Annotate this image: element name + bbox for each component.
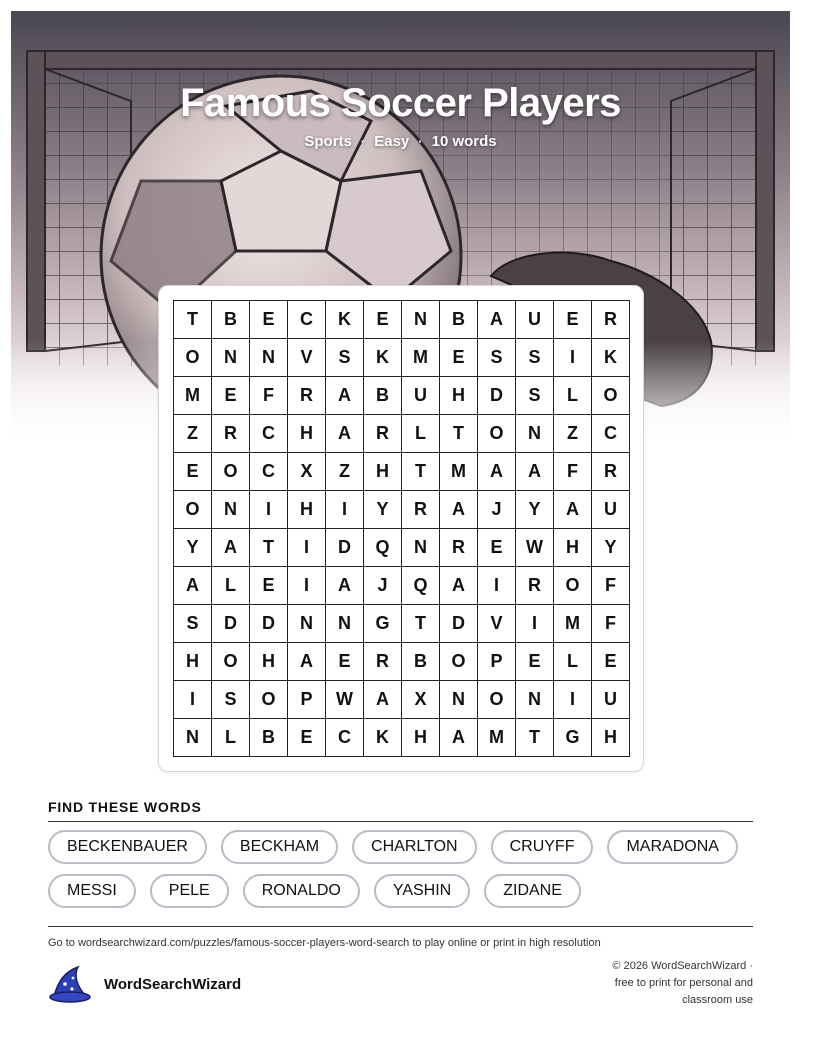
word-chip: YASHIN [374, 874, 470, 908]
grid-cell[interactable]: U [402, 377, 440, 415]
grid-cell[interactable]: I [326, 491, 364, 529]
grid-cell[interactable]: I [250, 491, 288, 529]
grid-cell[interactable]: E [440, 339, 478, 377]
grid-cell[interactable]: E [250, 301, 288, 339]
grid-cell[interactable]: N [516, 415, 554, 453]
grid-cell[interactable]: S [174, 605, 212, 643]
meta-separator: · [418, 134, 423, 149]
grid-cell[interactable]: I [516, 605, 554, 643]
grid-cell[interactable]: D [440, 605, 478, 643]
grid-cell[interactable]: A [440, 719, 478, 757]
grid-cell[interactable]: V [478, 605, 516, 643]
grid-cell[interactable]: Y [592, 529, 630, 567]
grid-cell[interactable]: T [402, 605, 440, 643]
grid-cell[interactable]: E [554, 301, 592, 339]
grid-cell[interactable]: H [554, 529, 592, 567]
grid-cell[interactable]: H [364, 453, 402, 491]
grid-cell[interactable]: A [174, 567, 212, 605]
divider [48, 821, 753, 822]
grid-cell[interactable]: T [402, 453, 440, 491]
grid-cell[interactable]: L [554, 377, 592, 415]
grid-cell[interactable]: A [478, 301, 516, 339]
word-list [48, 830, 753, 908]
grid-cell[interactable]: N [402, 529, 440, 567]
grid-cell[interactable]: X [288, 453, 326, 491]
grid-cell[interactable]: O [212, 453, 250, 491]
grid-cell[interactable]: B [440, 301, 478, 339]
word-chip: ZIDANE [484, 874, 581, 908]
grid-cell[interactable]: R [592, 301, 630, 339]
grid-cell[interactable]: K [592, 339, 630, 377]
grid-cell[interactable]: A [364, 681, 402, 719]
grid-cell[interactable]: A [326, 415, 364, 453]
grid-cell[interactable]: B [212, 301, 250, 339]
grid-cell[interactable]: E [326, 643, 364, 681]
grid-cell[interactable]: L [402, 415, 440, 453]
grid-cell[interactable]: O [554, 567, 592, 605]
grid-cell[interactable]: N [212, 339, 250, 377]
grid-cell[interactable]: N [250, 339, 288, 377]
grid-cell[interactable]: J [364, 567, 402, 605]
grid-cell[interactable]: A [326, 377, 364, 415]
grid-cell[interactable]: B [250, 719, 288, 757]
grid-cell[interactable]: I [554, 681, 592, 719]
grid-cell[interactable]: E [592, 643, 630, 681]
wizard-hat-icon [48, 964, 92, 1004]
grid-cell[interactable]: N [174, 719, 212, 757]
grid-cell[interactable]: A [326, 567, 364, 605]
word-chip: BECKHAM [221, 830, 338, 864]
grid-cell[interactable]: H [592, 719, 630, 757]
word-chip: PELE [150, 874, 229, 908]
grid-cell[interactable]: K [364, 339, 402, 377]
grid-cell[interactable]: Z [326, 453, 364, 491]
grid-cell[interactable]: A [440, 567, 478, 605]
grid-cell[interactable]: W [516, 529, 554, 567]
grid-cell[interactable]: G [554, 719, 592, 757]
grid-cell[interactable]: N [516, 681, 554, 719]
grid-cell[interactable]: H [174, 643, 212, 681]
puzzle-meta [11, 133, 790, 150]
grid-cell[interactable]: R [288, 377, 326, 415]
grid-cell[interactable]: H [250, 643, 288, 681]
grid-cell[interactable]: H [288, 491, 326, 529]
play-online-note: Go to wordsearchwizard.com/puzzles/famous-soccer-players-word-search to play online or print in high resolution [48, 937, 601, 949]
word-chip: MARADONA [607, 830, 737, 864]
puzzle-category: Sports [304, 133, 352, 150]
grid-cell[interactable]: O [478, 415, 516, 453]
grid-cell[interactable]: O [592, 377, 630, 415]
grid-cell[interactable]: I [478, 567, 516, 605]
word-chip: BECKENBAUER [48, 830, 207, 864]
grid-cell[interactable]: A [288, 643, 326, 681]
grid-cell[interactable]: D [478, 377, 516, 415]
grid-cell[interactable]: D [250, 605, 288, 643]
puzzle-title: Famous Soccer Players [180, 81, 621, 125]
grid-cell[interactable]: H [402, 719, 440, 757]
grid-cell[interactable]: U [516, 301, 554, 339]
word-list-heading: FIND THESE WORDS [48, 799, 202, 815]
letter-grid[interactable] [173, 300, 630, 757]
grid-cell[interactable]: R [364, 415, 402, 453]
grid-cell[interactable]: F [592, 567, 630, 605]
grid-cell[interactable]: T [516, 719, 554, 757]
grid-cell[interactable]: S [516, 339, 554, 377]
grid-cell[interactable]: L [554, 643, 592, 681]
grid-cell[interactable]: E [174, 453, 212, 491]
grid-cell[interactable]: L [212, 719, 250, 757]
grid-cell[interactable]: F [592, 605, 630, 643]
grid-cell[interactable]: O [250, 681, 288, 719]
grid-cell[interactable]: E [516, 643, 554, 681]
grid-cell[interactable]: M [174, 377, 212, 415]
grid-cell[interactable]: A [478, 453, 516, 491]
grid-cell[interactable]: X [402, 681, 440, 719]
grid-cell[interactable]: M [440, 453, 478, 491]
grid-cell[interactable]: C [592, 415, 630, 453]
grid-cell[interactable]: U [592, 681, 630, 719]
grid-cell[interactable]: K [364, 719, 402, 757]
word-chip: CHARLTON [352, 830, 477, 864]
grid-cell[interactable]: S [212, 681, 250, 719]
grid-cell[interactable]: I [554, 339, 592, 377]
grid-cell[interactable]: P [288, 681, 326, 719]
grid-cell[interactable]: R [592, 453, 630, 491]
grid-cell[interactable]: S [326, 339, 364, 377]
grid-cell[interactable]: Q [402, 567, 440, 605]
grid-cell[interactable]: E [212, 377, 250, 415]
grid-cell[interactable]: O [174, 339, 212, 377]
puzzle-difficulty: Easy [374, 133, 410, 150]
grid-cell[interactable]: R [402, 491, 440, 529]
grid-cell[interactable]: N [326, 605, 364, 643]
grid-cell[interactable]: H [288, 415, 326, 453]
grid-cell[interactable]: E [288, 719, 326, 757]
puzzle-grid-card [158, 285, 644, 772]
grid-cell[interactable]: M [554, 605, 592, 643]
grid-cell[interactable]: A [440, 491, 478, 529]
grid-cell[interactable]: Z [174, 415, 212, 453]
grid-cell[interactable]: T [174, 301, 212, 339]
grid-cell[interactable]: Q [364, 529, 402, 567]
grid-cell[interactable]: B [402, 643, 440, 681]
grid-cell[interactable]: N [212, 491, 250, 529]
grid-cell[interactable]: I [288, 567, 326, 605]
grid-cell[interactable]: O [478, 681, 516, 719]
grid-cell[interactable]: J [478, 491, 516, 529]
grid-cell[interactable]: P [478, 643, 516, 681]
grid-cell[interactable]: F [554, 453, 592, 491]
grid-cell[interactable]: K [326, 301, 364, 339]
grid-cell[interactable]: I [174, 681, 212, 719]
copyright-line: © 2026 WordSearchWizard · [612, 960, 753, 972]
grid-cell[interactable]: A [212, 529, 250, 567]
grid-cell[interactable]: U [592, 491, 630, 529]
grid-cell[interactable]: N [440, 681, 478, 719]
grid-cell[interactable]: T [440, 415, 478, 453]
grid-cell[interactable]: Y [516, 491, 554, 529]
grid-cell[interactable]: C [250, 415, 288, 453]
grid-cell[interactable]: Y [364, 491, 402, 529]
copyright-line: free to print for personal and [614, 977, 753, 989]
grid-cell[interactable]: I [288, 529, 326, 567]
grid-cell[interactable]: Y [174, 529, 212, 567]
brand-name: WordSearchWizard [104, 975, 242, 993]
meta-separator: · [360, 134, 366, 149]
grid-cell[interactable]: M [478, 719, 516, 757]
grid-cell[interactable]: O [440, 643, 478, 681]
puzzle-word-count: 10 words [431, 133, 497, 150]
grid-cell[interactable]: O [174, 491, 212, 529]
grid-cell[interactable]: N [288, 605, 326, 643]
grid-cell[interactable]: R [516, 567, 554, 605]
grid-cell[interactable]: O [212, 643, 250, 681]
word-chip: MESSI [48, 874, 136, 908]
copyright-notice [583, 958, 753, 1009]
word-chip: RONALDO [243, 874, 360, 908]
word-chip: CRUYFF [491, 830, 594, 864]
grid-cell[interactable]: C [250, 453, 288, 491]
grid-cell[interactable]: D [212, 605, 250, 643]
grid-cell[interactable]: T [250, 529, 288, 567]
grid-cell[interactable]: M [402, 339, 440, 377]
grid-cell[interactable]: R [440, 529, 478, 567]
grid-cell[interactable]: A [516, 453, 554, 491]
grid-cell[interactable]: B [364, 377, 402, 415]
grid-cell[interactable]: E [250, 567, 288, 605]
copyright-line: classroom use [682, 994, 753, 1006]
grid-cell[interactable]: D [326, 529, 364, 567]
divider [48, 926, 753, 927]
grid-cell[interactable]: W [326, 681, 364, 719]
grid-cell[interactable]: S [478, 339, 516, 377]
brand[interactable] [48, 964, 241, 1004]
grid-cell[interactable]: L [212, 567, 250, 605]
grid-cell[interactable]: E [364, 301, 402, 339]
grid-cell[interactable]: V [288, 339, 326, 377]
grid-cell[interactable]: A [554, 491, 592, 529]
grid-cell[interactable]: G [364, 605, 402, 643]
grid-cell[interactable]: F [250, 377, 288, 415]
grid-cell[interactable]: H [440, 377, 478, 415]
grid-cell[interactable]: S [516, 377, 554, 415]
grid-cell[interactable]: E [478, 529, 516, 567]
grid-cell[interactable]: C [288, 301, 326, 339]
grid-cell[interactable]: R [364, 643, 402, 681]
grid-cell[interactable]: C [326, 719, 364, 757]
grid-cell[interactable]: N [402, 301, 440, 339]
grid-cell[interactable]: R [212, 415, 250, 453]
grid-cell[interactable]: Z [554, 415, 592, 453]
